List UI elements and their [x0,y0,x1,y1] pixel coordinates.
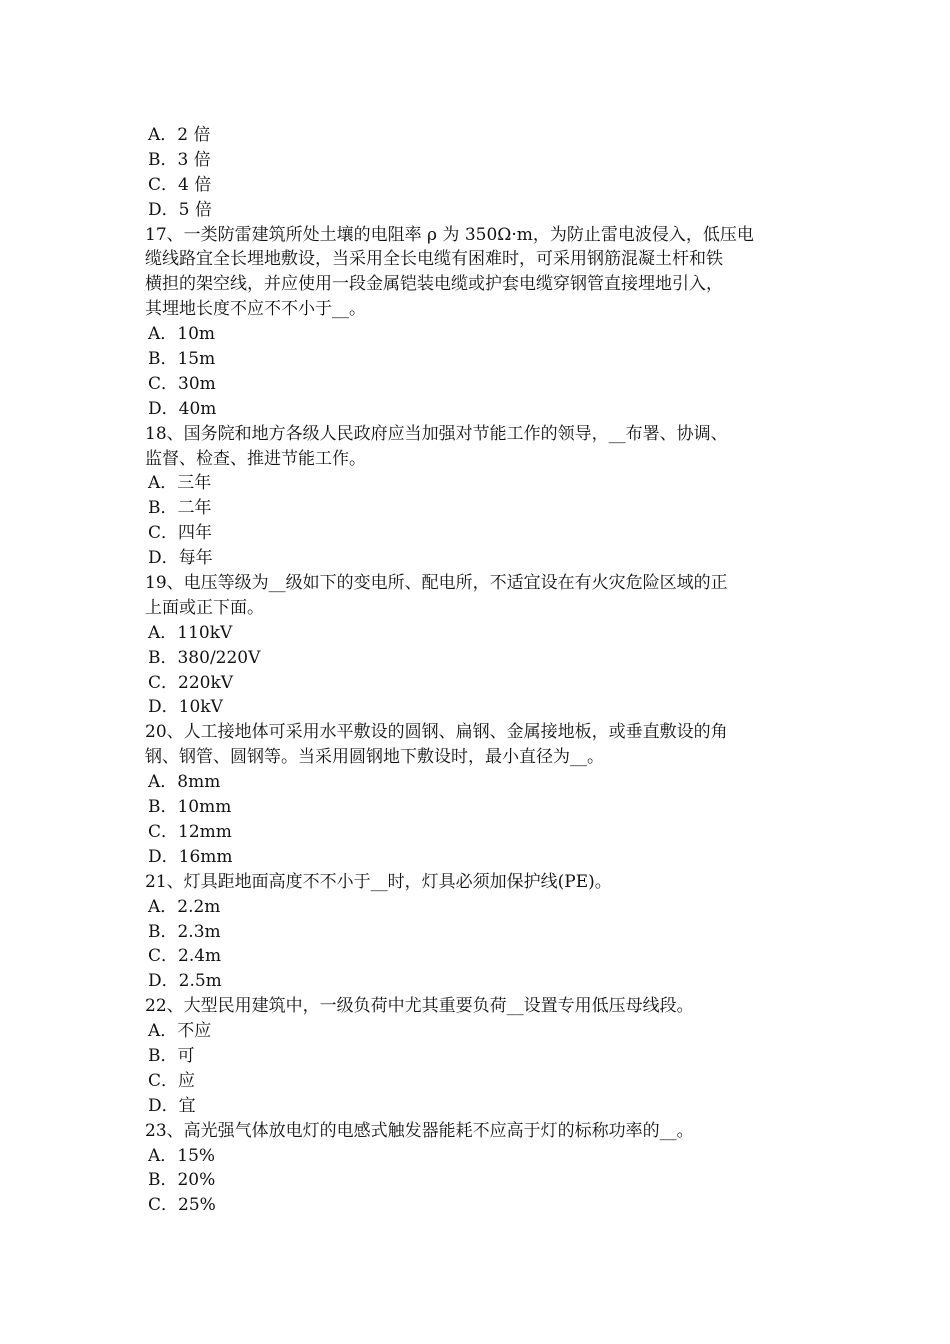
answer-option: C．应 [148,1070,196,1091]
answer-option: D．40m [148,398,217,419]
answer-option: C．2.4m [148,946,222,967]
answer-option: A．10m [148,324,216,345]
question-text-line: 其埋地长度不应不不小于__。 [145,299,366,320]
answer-option: D．宜 [148,1095,196,1116]
question-text-line: 缆线路宜全长埋地敷设，当采用全长电缆有困难时，可采用钢筋混凝土杆和铁 [145,249,723,270]
answer-option: B．15m [148,349,216,370]
question-text-line: 横担的架空线，并应使用一段金属铠装电缆或护套电缆穿钢管直接埋地引入， [145,274,723,295]
document-body [145,123,815,1218]
answer-option: A．8mm [148,772,221,793]
question-text-line: 上面或正下面。 [145,597,264,618]
question-text-line: 22、大型民用建筑中，一级负荷中尤其重要负荷__设置专用低压母线段。 [145,996,694,1017]
question-text-line: 18、国务院和地方各级人民政府应当加强对节能工作的领导，__布署、协调、 [145,423,728,444]
answer-option: A．15% [148,1145,216,1166]
answer-option: C．4 倍 [148,174,212,195]
answer-option: A．不应 [148,1021,212,1042]
answer-option: C．25% [148,1195,216,1216]
answer-option: B．二年 [148,498,212,519]
answer-option: C．220kV [148,672,234,693]
answer-option: A．三年 [148,473,212,494]
answer-option: D．2.5m [148,971,222,992]
answer-option: B．10mm [148,797,232,818]
question-text-line: 监督、检查、推进节能工作。 [145,448,366,469]
answer-option: A．110kV [148,622,233,643]
question-text-line: 钢、钢管、圆钢等。当采用圆钢地下敷设时，最小直径为__。 [145,747,604,768]
question-text-line: 23、高光强气体放电灯的电感式触发器能耗不应高于灯的标称功率的__。 [145,1120,694,1141]
answer-option: A．2 倍 [148,125,211,145]
answer-option: C．12mm [148,821,232,842]
answer-option: A．2.2m [148,896,221,917]
answer-option: B．可 [148,1045,195,1066]
answer-option: B．380/220V [148,647,261,668]
answer-option: D．16mm [148,846,233,867]
answer-option: D．每年 [148,548,213,569]
answer-option: B．3 倍 [148,149,211,170]
answer-option: C．四年 [148,523,213,544]
answer-option: D．5 倍 [148,199,212,220]
question-text-line: 19、电压等级为__级如下的变电所、配电所，不适宜设在有火灾危险区域的正 [145,573,728,594]
answer-option: C．30m [148,373,216,394]
question-text-line: 21、灯具距地面高度不不小于__时，灯具必须加保护线(PE)。 [145,871,612,892]
answer-option: D．10kV [148,697,223,718]
answer-option: B．2.3m [148,921,221,942]
answer-option: B．20% [148,1170,216,1191]
question-text-line: 17、一类防雷建筑所处土壤的电阻率 ρ 为 350Ω·m，为防止雷电波侵入，低压电 [145,224,754,245]
question-text-line: 20、人工接地体可采用水平敷设的圆钢、扁钢、金属接地板，或垂直敷设的角 [145,722,728,743]
